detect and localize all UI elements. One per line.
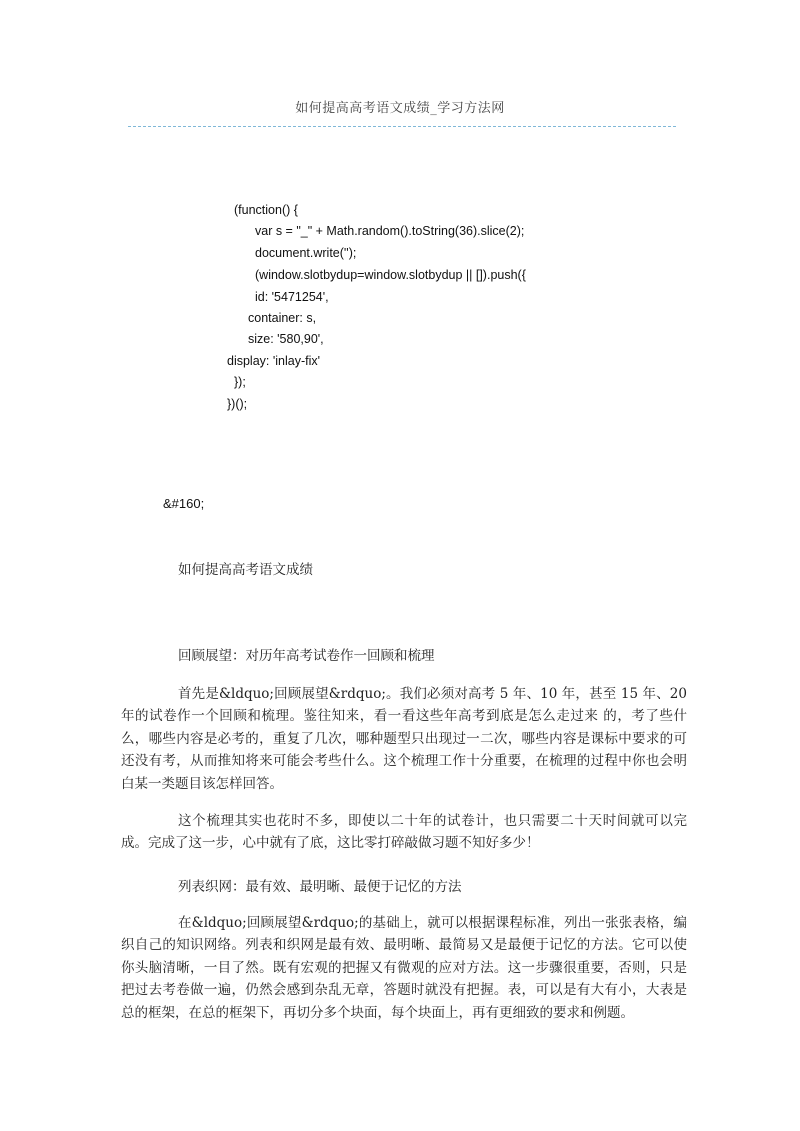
code-line: (function() { — [234, 203, 298, 217]
code-line: id: '5471254', — [255, 290, 329, 304]
article-title: 如何提高高考语文成绩 — [178, 562, 313, 578]
code-line: display: 'inlay-fix' — [227, 354, 320, 368]
page-header: 如何提高高考语文成绩_学习方法网 — [295, 101, 505, 116]
nbsp-entity-text: &#160; — [163, 496, 205, 511]
code-line: var s = "_" + Math.random().toString(36).slice(2); — [255, 224, 525, 238]
section-heading: 列表织网：最有效、最明晰、最便于记忆的方法 — [178, 879, 462, 895]
code-line: }); — [234, 375, 246, 389]
code-line: document.write(''); — [255, 246, 357, 260]
paragraph: 这个梳理其实也花时不多，即使以二十年的试卷计，也只需要二十天时间就可以完成。完成了这一步，心中就有了底，这比零打碎敲做习题不知好多少！ — [121, 813, 687, 852]
paragraph: 首先是&ldquo;回顾展望&rdquo;。我们必须对高考 5 年、10 年，甚至 15 年、20 年的试卷作一个回顾和梳理。鉴往知来，看一看这些年高考到底是怎么走过来 的，考了些什么，哪些内容是必考的，重复了几次，哪种题型只出现过一二次，哪些内容是课标中要求的可还没有考，从而推知将来可能会考些什么。这个梳理工作十分重要，在梳理的过程中你也会明白某一类题目该怎样回答。 — [121, 686, 687, 792]
code-line: size: '580,90', — [248, 332, 324, 346]
section-heading: 回顾展望：对历年高考试卷作一回顾和梳理 — [178, 648, 435, 664]
paragraph: 在&ldquo;回顾展望&rdquo;的基础上，就可以根据课程标准，列出一张张表格，编织自己的知识网络。列表和织网是最有效、最明晰、最简易又是最便于记忆的方法。它可以使你头脑清晰，一目了然。既有宏观的把握又有微观的应对方法。这一步骤很重要，否则，只是把过去考卷做一遍，仍然会感到杂乱无章，答题时就没有把握。表，可以是有大有小，大表是总的框架，在总的框架下，再切分多个块面，每个块面上，再有更细致的要求和例题。 — [121, 915, 687, 1021]
code-line: container: s, — [248, 311, 317, 325]
code-line: (window.slotbydup=window.slotbydup || []).push({ — [255, 268, 526, 282]
code-line: })(); — [227, 397, 248, 411]
header-divider — [128, 126, 676, 127]
